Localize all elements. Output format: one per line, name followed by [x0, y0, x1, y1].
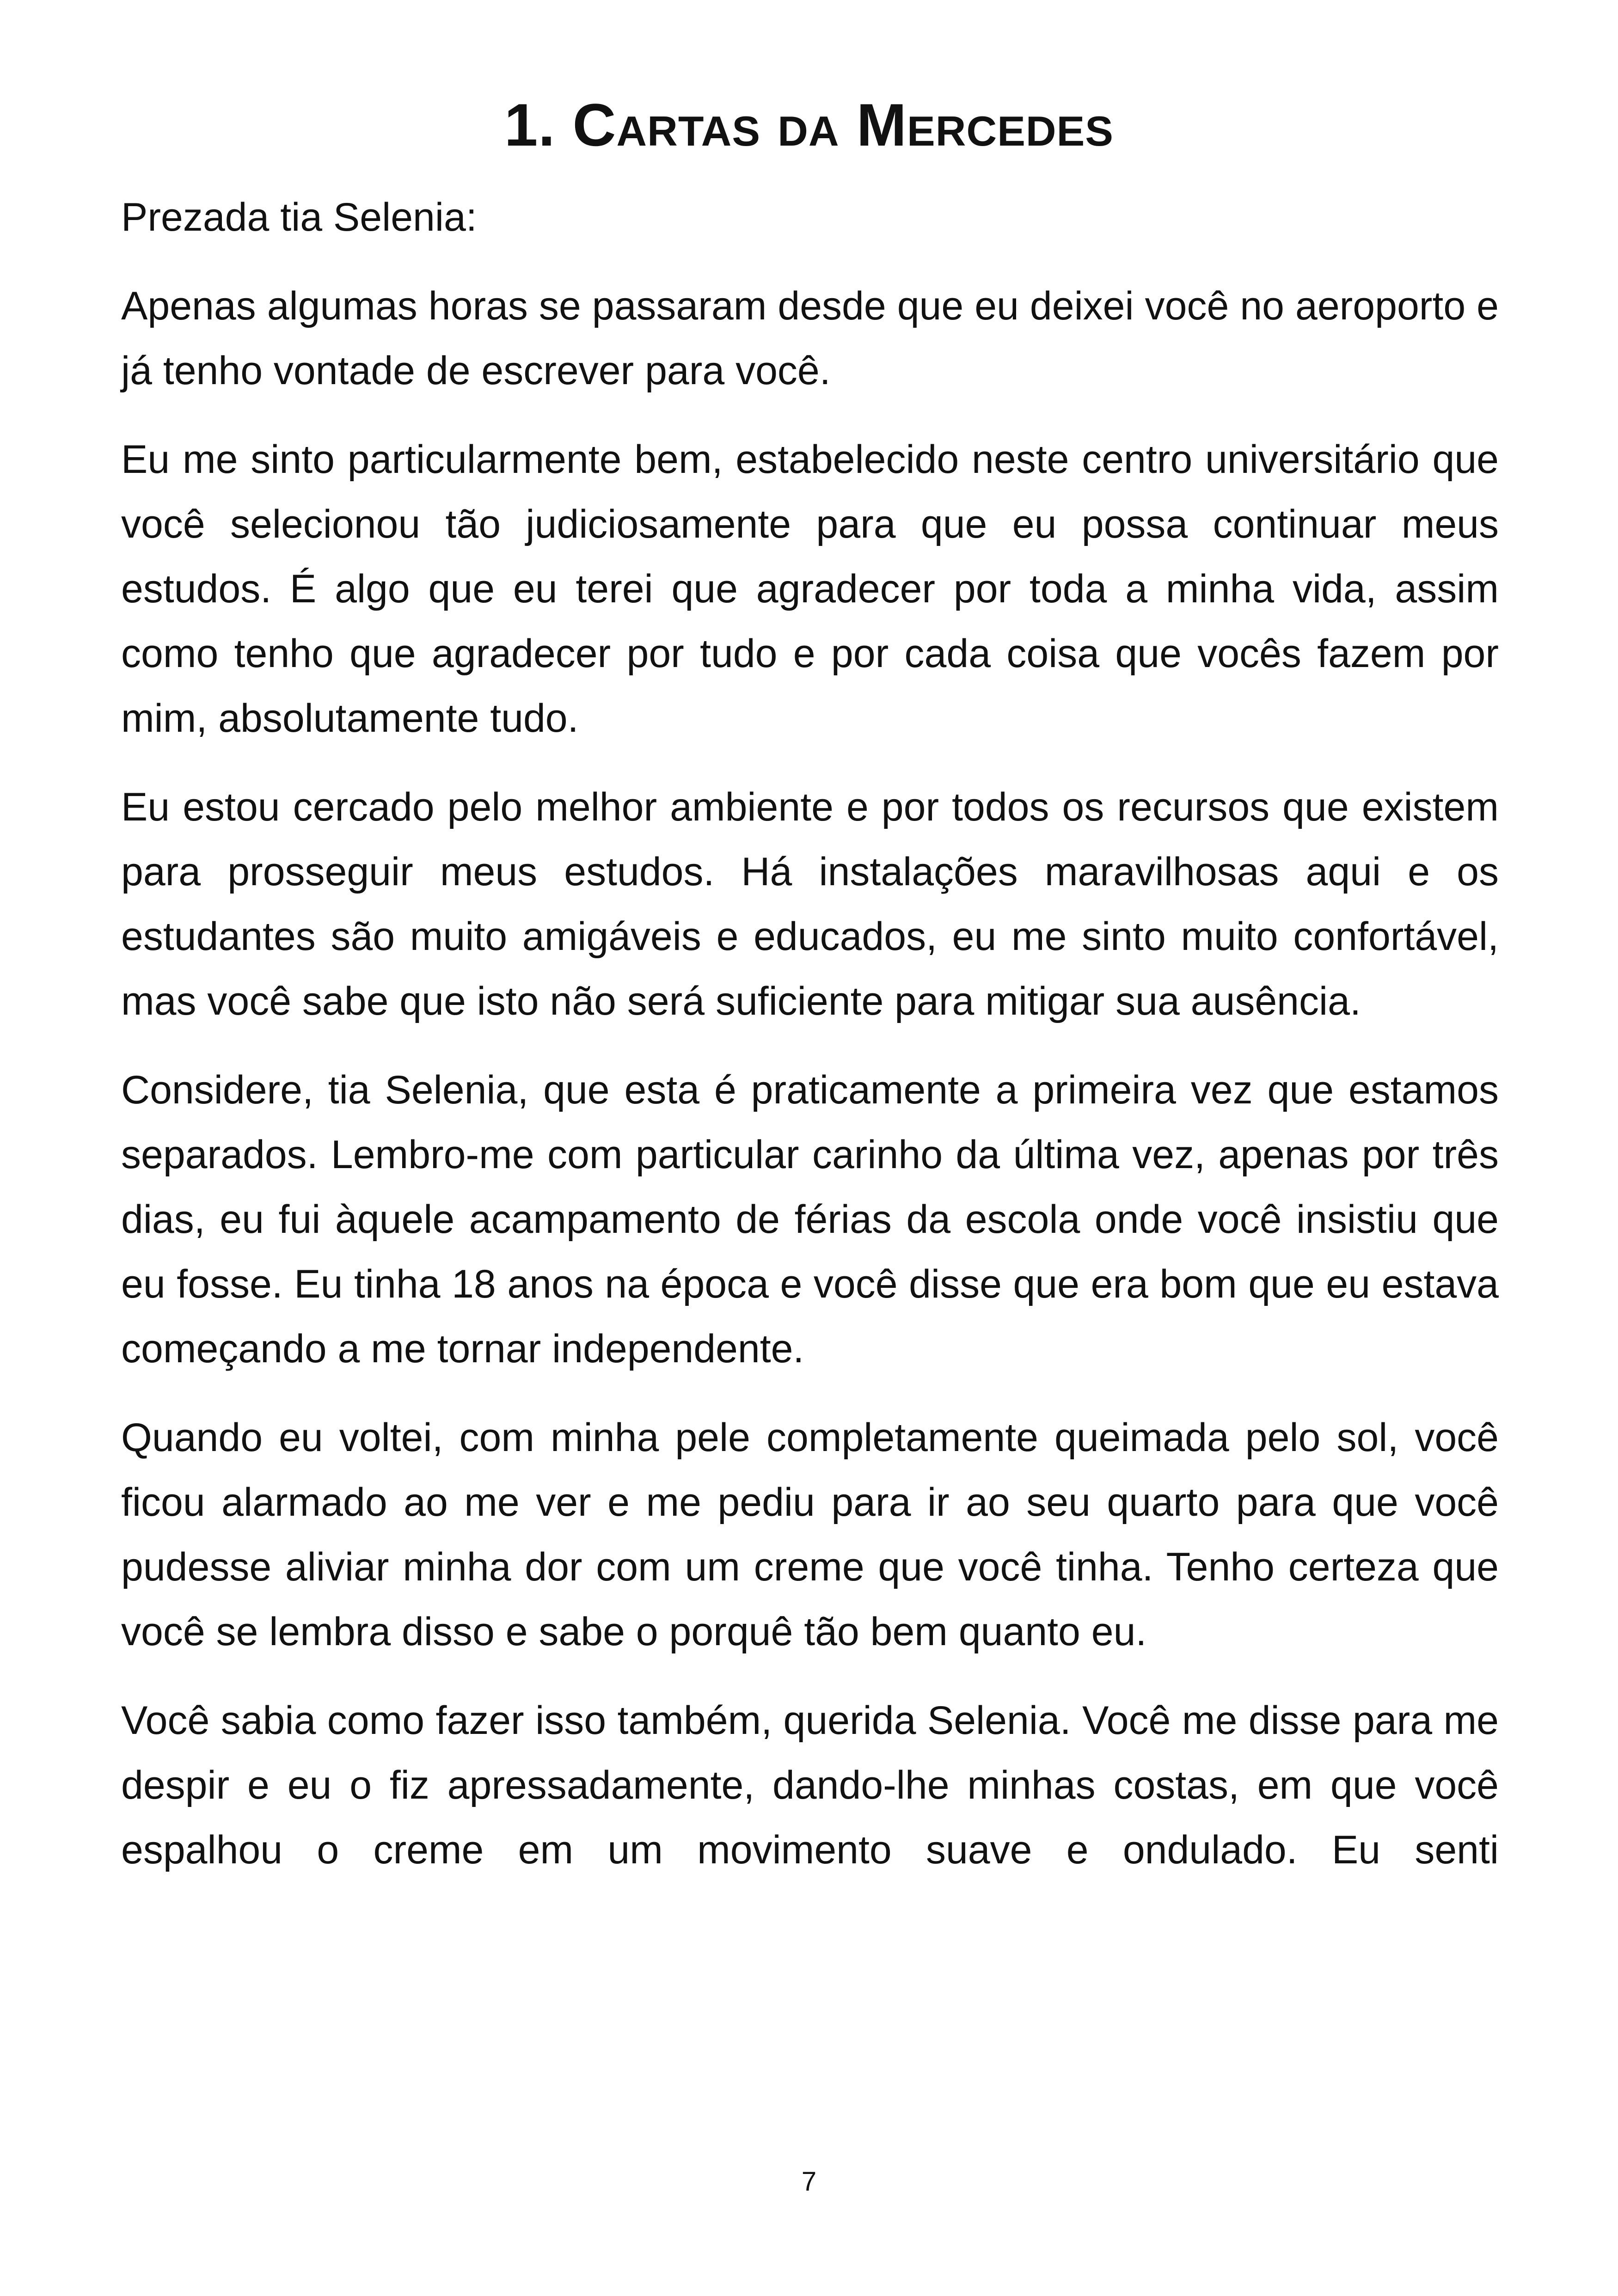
paragraph: Eu me sinto particularmente bem, estabelecido neste centro universitário que você selecionou tão judiciosamente para que eu possa continuar meus estudos. É algo que eu terei que agradecer por toda a minha vida, assim como tenho que agradecer por tudo e por cada coisa que vocês fazem por mim, absolutamente tudo. — [121, 437, 1499, 741]
page-number: 7 — [801, 2167, 817, 2197]
chapter-title-text: 1. Cartas da Mercedes — [504, 91, 1114, 159]
salutation: Prezada tia Selenia: — [121, 195, 477, 239]
letter-body — [121, 185, 1499, 1906]
paragraph: Quando eu voltei, com minha pele completamente queimada pelo sol, você ficou alarmado ao me ver e me pediu para ir ao seu quarto para que você pudesse aliviar minha dor com um creme que você tinha. Tenho certeza que você se lembra disso e sabe o porquê tão bem quanto eu. — [121, 1415, 1499, 1654]
paragraph: Eu estou cercado pelo melhor ambiente e por todos os recursos que existem para prosseguir meus estudos. Há instalações maravilhosas aqui e os estudantes são muito amigáveis e educados, eu me sinto muito confortável, mas você sabe que isto não será suficiente para mitigar sua ausência. — [121, 785, 1499, 1023]
paragraph-continued: Você sabia como fazer isso também, querida Selenia. Você me disse para me despir e eu o fiz apressadamente, dando-lhe minhas costas, em que você espalhou o creme em um movimento suave e ondulado. Eu senti — [121, 1698, 1499, 1872]
paragraph: Considere, tia Selenia, que esta é praticamente a primeira vez que estamos separados. Lembro-me com particular carinho da última vez, apenas por três dias, eu fui àquele acampamento de férias da escola onde você insistiu que eu fosse. Eu tinha 18 anos na época e você disse que era bom que eu estava começando a me tornar independente. — [121, 1068, 1499, 1371]
paragraph: Apenas algumas horas se passaram desde que eu deixei você no aeroporto e já tenho vontade de escrever para você. — [121, 284, 1499, 393]
chapter-title — [0, 88, 1618, 162]
